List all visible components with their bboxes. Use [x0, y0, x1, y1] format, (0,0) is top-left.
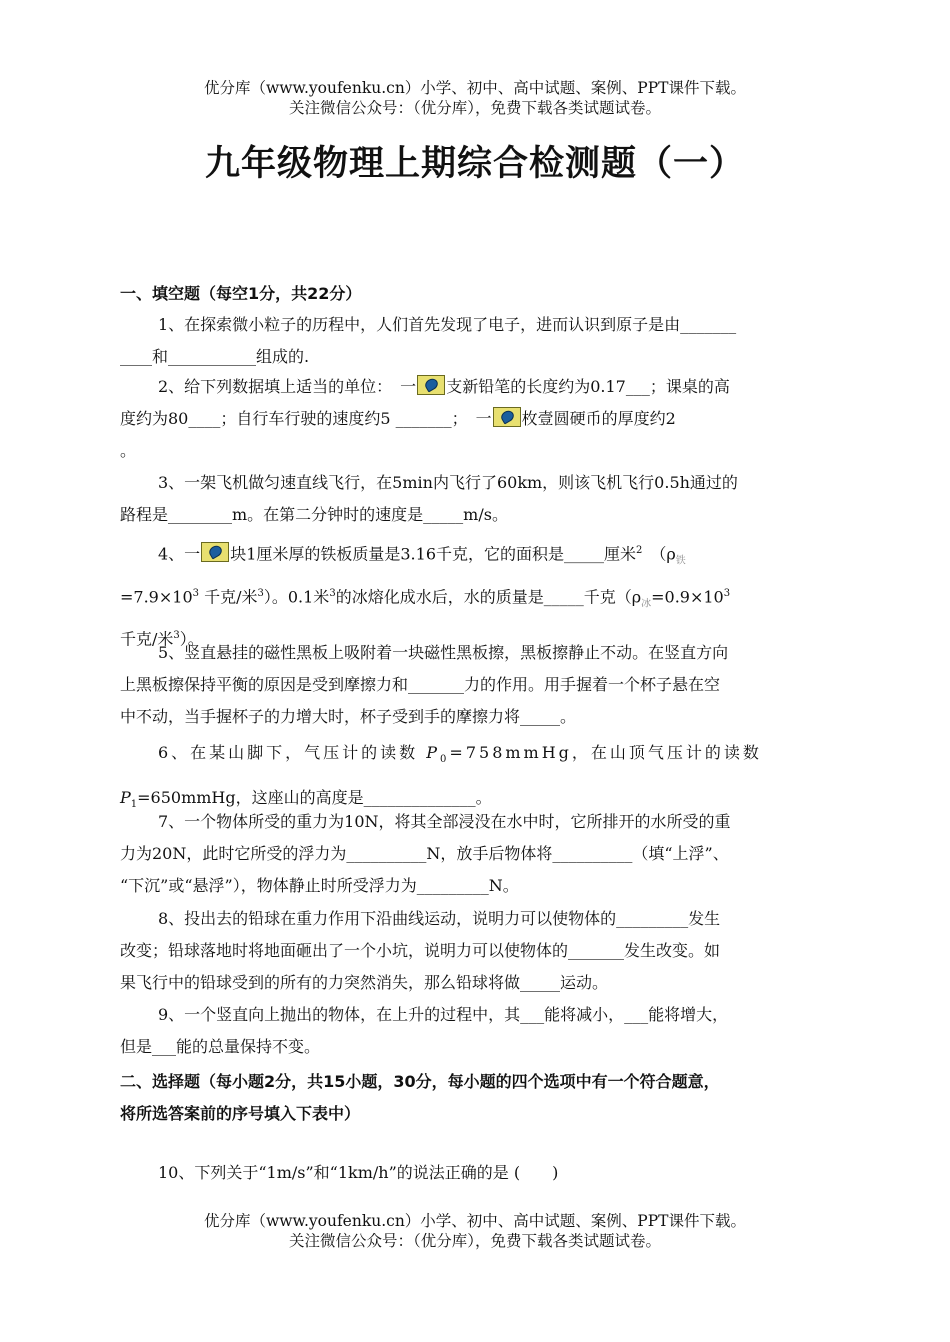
header-line-1: 优分库（www.youfenku.cn）小学、初中、高中试题、案例、PPT课件下载。	[203, 79, 747, 97]
q2-line2	[120, 403, 860, 435]
question-1	[120, 309, 860, 373]
q4-e: 千克/米	[199, 586, 258, 606]
embedded-object-icon	[201, 542, 229, 562]
q7-line1: 7、一个物体所受的重力为10N，将其全部浸没在水中时，它所排开的水所受的重	[158, 812, 731, 831]
q4-line2	[120, 578, 860, 621]
q6-p0: P	[426, 743, 441, 762]
q10-line1: 10、下列关于“1m/s”和“1km/h”的说法正确的是 ( )	[158, 1163, 559, 1182]
q4-a: 4、一	[158, 544, 201, 564]
header-line-2: 关注微信公众号：（优分库），免费下载各类试题试卷。	[288, 99, 661, 117]
q6-p1sub: 1	[130, 799, 138, 811]
q2-text-c: 度约为80____；自行车行驶的速度约5 _______； 一	[120, 409, 492, 428]
q4-sup: 2	[636, 545, 643, 556]
q4-f: ）。0.1米	[263, 586, 330, 606]
q5-line1: 5、竖直悬挂的磁性黑板上吸附着一块磁性黑板擦，黑板擦静止不动。在竖直方向	[158, 643, 729, 662]
q4-line1	[120, 535, 860, 578]
question-5	[120, 637, 860, 733]
q3-line2: 路程是________m。在第二分钟时的速度是_____m/s。	[120, 505, 508, 524]
q8-line1: 8、投出去的铅球在重力作用下沿曲线运动，说明力可以使物体的_________发生	[158, 909, 721, 928]
q6-b: =758mmHg，在山顶气压计的读数	[449, 743, 762, 762]
section-2-line2: 将所选答案前的序号填入下表中）	[120, 1104, 361, 1123]
question-3	[120, 467, 860, 531]
footer-line-2: 关注微信公众号：（优分库），免费下载各类试题试卷。	[288, 1232, 661, 1250]
q4-j: ）。	[179, 629, 204, 649]
q1-line2: ____和___________组成的.	[120, 347, 310, 366]
q2-text-a: 2、给下列数据填上适当的单位： 一	[158, 377, 417, 396]
q6-a: 6、在某山脚下，气压计的读数	[158, 743, 419, 762]
q2-text-b: 支新铅笔的长度约为0.17___；课桌的高	[446, 377, 730, 396]
page-footer	[0, 1211, 950, 1251]
section-2-heading	[120, 1066, 860, 1130]
question-2	[120, 371, 860, 467]
q4-c: （ρ	[642, 544, 676, 564]
q4-sup5: 3	[173, 630, 180, 642]
q7-line2: 力为20N，此时它所受的浮力为__________N，放手后物体将__________（填“上浮”、	[120, 844, 729, 863]
page-header	[0, 78, 950, 118]
q2-line1	[120, 371, 860, 403]
q3-line1: 3、一架飞机做匀速直线飞行，在5min内飞行了60km，则该飞机飞行0.5h通过的	[158, 473, 738, 492]
section-2-line1: 二、选择题（每小题2分，共15小题，30分，每小题的四个选项中有一个符合题意，	[120, 1072, 720, 1091]
q4-i: 千克/米	[120, 629, 174, 649]
q4-sub: 铁	[675, 555, 686, 567]
q5-line3: 中不动，当手握杯子的力增大时，杯子受到手的摩擦力将_____。	[120, 707, 577, 726]
q6-p0sub: 0	[440, 754, 450, 766]
question-10	[120, 1157, 860, 1189]
q6-p1: P	[120, 788, 131, 808]
q8-line3: 果飞行中的铅球受到的所有的力突然消失，那么铅球将做_____运动。	[120, 973, 609, 992]
q4-d: =7.9×10	[120, 586, 193, 606]
question-8	[120, 903, 860, 999]
q4-sup4: 3	[723, 587, 731, 599]
footer-line-1: 优分库（www.youfenku.cn）小学、初中、高中试题、案例、PPT课件下载。	[203, 1212, 747, 1230]
q2-line3: 。	[120, 441, 137, 460]
q6-line1	[120, 734, 860, 779]
q2-text-d: 枚壹圆硬币的厚度约2	[521, 409, 676, 428]
q9-line1: 9、一个竖直向上抛出的物体，在上升的过程中，其___能将减小，___能将增大，	[158, 1005, 729, 1024]
q4-sup1: 3	[192, 587, 199, 599]
q4-b: 块1厘米厚的铁板质量是3.16千克，它的面积是_____厘米	[230, 544, 636, 564]
q4-h: =0.9×10	[651, 586, 724, 606]
embedded-object-icon	[417, 375, 445, 395]
q6-c: =650mmHg，这座山的高度是______________。	[137, 788, 492, 808]
q4-sup3: 3	[329, 587, 336, 599]
q8-line2: 改变；铅球落地时将地面砸出了一个小坑，说明力可以使物体的_______发生改变。如	[120, 941, 721, 960]
section-1-heading: 一、填空题（每空1分，共22分）	[120, 284, 362, 303]
q5-line2: 上黑板擦保持平衡的原因是受到摩擦力和_______力的作用。用手握着一个杯子悬在空	[120, 675, 721, 694]
q1-line1: 1、在探索微小粒子的历程中，人们首先发现了电子，进而认识到原子是由_______	[158, 315, 737, 334]
question-7	[120, 806, 860, 902]
q4-g: 的冰熔化成水后，水的质量是_____千克（ρ	[335, 586, 642, 606]
q4-sup2: 3	[257, 587, 264, 599]
q7-line3: “下沉”或“悬浮”），物体静止时所受浮力为_________N。	[120, 876, 519, 895]
question-9	[120, 999, 860, 1063]
q4-sub2: 冰	[641, 598, 652, 610]
q9-line2: 但是___能的总量保持不变。	[120, 1037, 321, 1056]
page-title: 九年级物理上期综合检测题（一）	[204, 144, 745, 184]
embedded-object-icon	[493, 407, 521, 427]
